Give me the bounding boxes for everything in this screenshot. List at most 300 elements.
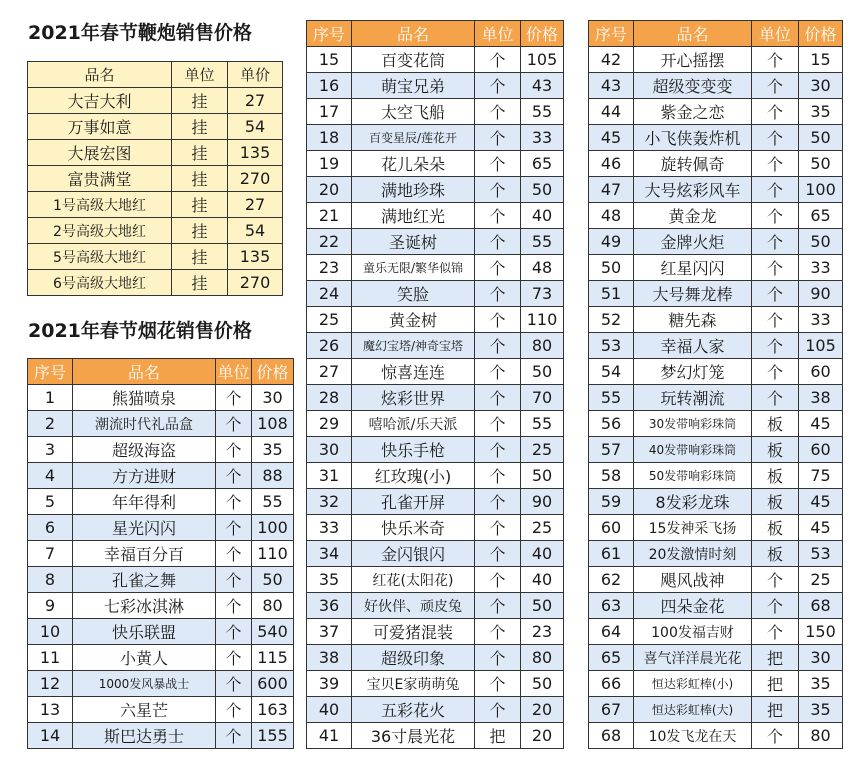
unit-cell: 把 bbox=[752, 645, 799, 671]
unit-cell: 个 bbox=[752, 47, 799, 73]
index-cell: 51 bbox=[589, 281, 634, 307]
item-name-cell: 可爱猪混装 bbox=[352, 619, 475, 645]
table-row bbox=[307, 125, 564, 151]
table-row bbox=[307, 515, 564, 541]
item-name-cell: 幸福百分百 bbox=[73, 541, 216, 567]
price-cell: 48 bbox=[521, 255, 564, 281]
table-header-row bbox=[307, 21, 564, 47]
price-cell: 55 bbox=[521, 99, 564, 125]
unit-cell: 个 bbox=[475, 281, 521, 307]
price-cell: 33 bbox=[799, 255, 843, 281]
table-row bbox=[589, 671, 843, 697]
price-cell: 105 bbox=[521, 47, 564, 73]
price-cell: 115 bbox=[252, 645, 294, 671]
table-row bbox=[589, 385, 843, 411]
header-price: 价格 bbox=[799, 21, 843, 47]
unit-cell: 个 bbox=[475, 619, 521, 645]
unit-cell: 个 bbox=[752, 203, 799, 229]
price-cell: 40 bbox=[521, 541, 564, 567]
unit-cell: 个 bbox=[216, 463, 252, 489]
price-cell: 50 bbox=[521, 359, 564, 385]
table-row bbox=[28, 166, 283, 192]
price-cell: 155 bbox=[252, 723, 294, 749]
index-cell: 27 bbox=[307, 359, 352, 385]
index-cell: 11 bbox=[28, 645, 73, 671]
price-cell: 88 bbox=[252, 463, 294, 489]
price-cell: 45 bbox=[799, 489, 843, 515]
price-cell: 50 bbox=[521, 463, 564, 489]
unit-cell: 板 bbox=[752, 515, 799, 541]
unit-cell: 个 bbox=[216, 541, 252, 567]
index-cell: 8 bbox=[28, 567, 73, 593]
index-cell: 46 bbox=[589, 151, 634, 177]
price-cell: 80 bbox=[521, 645, 564, 671]
unit-cell: 个 bbox=[752, 307, 799, 333]
table-row bbox=[307, 723, 564, 749]
table-row bbox=[28, 140, 283, 166]
table-row bbox=[28, 697, 294, 723]
item-name-cell: 紫金之恋 bbox=[634, 99, 752, 125]
table-row bbox=[307, 73, 564, 99]
table-row bbox=[589, 411, 843, 437]
table-row bbox=[28, 515, 294, 541]
item-name-cell: 2号高级大地红 bbox=[28, 218, 172, 244]
item-name-cell: 萌宝兄弟 bbox=[352, 73, 475, 99]
item-name-cell: 梦幻灯笼 bbox=[634, 359, 752, 385]
unit-cell: 板 bbox=[752, 489, 799, 515]
table-row bbox=[307, 385, 564, 411]
table-row bbox=[28, 671, 294, 697]
price-cell: 80 bbox=[799, 723, 843, 749]
unit-cell: 个 bbox=[475, 515, 521, 541]
price-cell: 50 bbox=[252, 567, 294, 593]
table-row bbox=[307, 645, 564, 671]
item-name-cell: 20发激情时刻 bbox=[634, 541, 752, 567]
unit-cell: 个 bbox=[216, 619, 252, 645]
unit-cell: 个 bbox=[475, 541, 521, 567]
index-cell: 13 bbox=[28, 697, 73, 723]
price-cell: 35 bbox=[252, 437, 294, 463]
index-cell: 6 bbox=[28, 515, 73, 541]
price-cell: 50 bbox=[799, 151, 843, 177]
unit-cell: 挂 bbox=[172, 166, 228, 192]
index-cell: 28 bbox=[307, 385, 352, 411]
unit-cell: 个 bbox=[752, 255, 799, 281]
index-cell: 35 bbox=[307, 567, 352, 593]
price-cell: 65 bbox=[799, 203, 843, 229]
price-cell: 43 bbox=[521, 73, 564, 99]
price-cell: 50 bbox=[799, 125, 843, 151]
index-cell: 47 bbox=[589, 177, 634, 203]
price-cell: 40 bbox=[521, 567, 564, 593]
item-name-cell: 孔雀之舞 bbox=[73, 567, 216, 593]
unit-cell: 个 bbox=[216, 593, 252, 619]
table-row bbox=[589, 359, 843, 385]
unit-cell: 个 bbox=[752, 281, 799, 307]
index-cell: 25 bbox=[307, 307, 352, 333]
price-cell: 60 bbox=[799, 437, 843, 463]
item-name-cell: 惊喜连连 bbox=[352, 359, 475, 385]
item-name-cell: 百变花筒 bbox=[352, 47, 475, 73]
price-cell: 55 bbox=[521, 411, 564, 437]
unit-cell: 个 bbox=[752, 593, 799, 619]
table-row bbox=[589, 697, 843, 723]
item-name-cell: 斯巴达勇士 bbox=[73, 723, 216, 749]
index-cell: 68 bbox=[589, 723, 634, 749]
unit-cell: 个 bbox=[475, 593, 521, 619]
item-name-cell: 5号高级大地红 bbox=[28, 244, 172, 270]
header-index: 序号 bbox=[28, 359, 73, 385]
index-cell: 7 bbox=[28, 541, 73, 567]
unit-cell: 个 bbox=[475, 463, 521, 489]
price-cell: 35 bbox=[799, 671, 843, 697]
price-cell: 55 bbox=[521, 229, 564, 255]
item-name-cell: 30发带响彩珠筒 bbox=[634, 411, 752, 437]
item-name-cell: 圣诞树 bbox=[352, 229, 475, 255]
unit-cell: 个 bbox=[475, 385, 521, 411]
table-row bbox=[307, 697, 564, 723]
item-name-cell: 大号炫彩风车 bbox=[634, 177, 752, 203]
price-cell: 135 bbox=[228, 140, 283, 166]
price-cell: 270 bbox=[228, 166, 283, 192]
price-cell: 50 bbox=[521, 671, 564, 697]
header-unit: 单位 bbox=[752, 21, 799, 47]
table-row bbox=[589, 151, 843, 177]
price-cell: 75 bbox=[799, 463, 843, 489]
item-name-cell: 恒达彩虹棒(大) bbox=[634, 697, 752, 723]
table-row bbox=[589, 73, 843, 99]
unit-cell: 个 bbox=[752, 151, 799, 177]
price-cell: 40 bbox=[521, 203, 564, 229]
header-unit: 单位 bbox=[475, 21, 521, 47]
firework-table-1 bbox=[27, 358, 294, 749]
index-cell: 43 bbox=[589, 73, 634, 99]
item-name-cell: 恒达彩虹棒(小) bbox=[634, 671, 752, 697]
table-row bbox=[307, 281, 564, 307]
item-name-cell: 红玫瑰(小) bbox=[352, 463, 475, 489]
item-name-cell: 40发带响彩珠筒 bbox=[634, 437, 752, 463]
unit-cell: 把 bbox=[475, 723, 521, 749]
table-header-row bbox=[28, 62, 283, 88]
price-cell: 110 bbox=[252, 541, 294, 567]
item-name-cell: 方方进财 bbox=[73, 463, 216, 489]
index-cell: 37 bbox=[307, 619, 352, 645]
price-cell: 30 bbox=[799, 645, 843, 671]
price-cell: 90 bbox=[521, 489, 564, 515]
index-cell: 62 bbox=[589, 567, 634, 593]
price-cell: 600 bbox=[252, 671, 294, 697]
unit-cell: 个 bbox=[752, 333, 799, 359]
unit-cell: 个 bbox=[475, 697, 521, 723]
table-row bbox=[28, 244, 283, 270]
index-cell: 67 bbox=[589, 697, 634, 723]
header-unit: 单位 bbox=[172, 62, 228, 88]
index-cell: 34 bbox=[307, 541, 352, 567]
item-name-cell: 飓风战神 bbox=[634, 567, 752, 593]
price-cell: 53 bbox=[799, 541, 843, 567]
price-cell: 50 bbox=[521, 593, 564, 619]
header-name: 品名 bbox=[634, 21, 752, 47]
item-name-cell: 喜气洋洋晨光花 bbox=[634, 645, 752, 671]
index-cell: 26 bbox=[307, 333, 352, 359]
item-name-cell: 花儿朵朵 bbox=[352, 151, 475, 177]
price-cell: 33 bbox=[521, 125, 564, 151]
item-name-cell: 黄金树 bbox=[352, 307, 475, 333]
table-row bbox=[307, 411, 564, 437]
unit-cell: 个 bbox=[475, 229, 521, 255]
unit-cell: 个 bbox=[216, 567, 252, 593]
price-cell: 80 bbox=[521, 333, 564, 359]
header-price: 价格 bbox=[521, 21, 564, 47]
item-name-cell: 星光闪闪 bbox=[73, 515, 216, 541]
table-row bbox=[307, 359, 564, 385]
price-cell: 23 bbox=[521, 619, 564, 645]
unit-cell: 板 bbox=[752, 463, 799, 489]
item-name-cell: 旋转佩奇 bbox=[634, 151, 752, 177]
table-row bbox=[589, 333, 843, 359]
index-cell: 55 bbox=[589, 385, 634, 411]
item-name-cell: 满地红光 bbox=[352, 203, 475, 229]
unit-cell: 挂 bbox=[172, 218, 228, 244]
item-name-cell: 四朵金花 bbox=[634, 593, 752, 619]
index-cell: 42 bbox=[589, 47, 634, 73]
price-cell: 90 bbox=[799, 281, 843, 307]
index-cell: 41 bbox=[307, 723, 352, 749]
index-cell: 38 bbox=[307, 645, 352, 671]
header-name: 品名 bbox=[352, 21, 475, 47]
price-cell: 70 bbox=[521, 385, 564, 411]
index-cell: 5 bbox=[28, 489, 73, 515]
unit-cell: 个 bbox=[752, 385, 799, 411]
index-cell: 44 bbox=[589, 99, 634, 125]
table-row bbox=[307, 463, 564, 489]
price-cell: 68 bbox=[799, 593, 843, 619]
table-row bbox=[307, 489, 564, 515]
unit-cell: 个 bbox=[475, 99, 521, 125]
unit-cell: 个 bbox=[752, 73, 799, 99]
item-name-cell: 50发带响彩珠筒 bbox=[634, 463, 752, 489]
unit-cell: 个 bbox=[475, 73, 521, 99]
unit-cell: 个 bbox=[216, 723, 252, 749]
index-cell: 52 bbox=[589, 307, 634, 333]
price-cell: 100 bbox=[799, 177, 843, 203]
unit-cell: 个 bbox=[475, 359, 521, 385]
unit-cell: 个 bbox=[752, 359, 799, 385]
table-row bbox=[589, 437, 843, 463]
unit-cell: 个 bbox=[475, 203, 521, 229]
item-name-cell: 潮流时代礼品盒 bbox=[73, 411, 216, 437]
table-row bbox=[28, 567, 294, 593]
header-unit: 单位 bbox=[216, 359, 252, 385]
price-cell: 27 bbox=[228, 192, 283, 218]
index-cell: 12 bbox=[28, 671, 73, 697]
firework-table-2 bbox=[306, 20, 564, 749]
unit-cell: 个 bbox=[475, 151, 521, 177]
price-cell: 108 bbox=[252, 411, 294, 437]
header-name: 品名 bbox=[73, 359, 216, 385]
index-cell: 33 bbox=[307, 515, 352, 541]
table-row bbox=[589, 541, 843, 567]
index-cell: 16 bbox=[307, 73, 352, 99]
header-index: 序号 bbox=[307, 21, 352, 47]
index-cell: 59 bbox=[589, 489, 634, 515]
item-name-cell: 超级海盗 bbox=[73, 437, 216, 463]
price-cell: 30 bbox=[252, 385, 294, 411]
table-row bbox=[307, 47, 564, 73]
table-row bbox=[307, 619, 564, 645]
item-name-cell: 六星芒 bbox=[73, 697, 216, 723]
item-name-cell: 太空飞船 bbox=[352, 99, 475, 125]
price-cell: 150 bbox=[799, 619, 843, 645]
unit-cell: 挂 bbox=[172, 140, 228, 166]
table-row bbox=[28, 723, 294, 749]
index-cell: 49 bbox=[589, 229, 634, 255]
unit-cell: 个 bbox=[752, 229, 799, 255]
item-name-cell: 玩转潮流 bbox=[634, 385, 752, 411]
unit-cell: 把 bbox=[752, 697, 799, 723]
index-cell: 14 bbox=[28, 723, 73, 749]
table-row bbox=[307, 333, 564, 359]
price-cell: 73 bbox=[521, 281, 564, 307]
unit-cell: 个 bbox=[475, 437, 521, 463]
table-row bbox=[28, 541, 294, 567]
header-name: 品名 bbox=[28, 62, 172, 88]
index-cell: 36 bbox=[307, 593, 352, 619]
unit-cell: 个 bbox=[216, 437, 252, 463]
firecracker-table bbox=[27, 61, 283, 296]
unit-cell: 个 bbox=[216, 645, 252, 671]
unit-cell: 个 bbox=[216, 697, 252, 723]
table-row bbox=[589, 281, 843, 307]
item-name-cell: 熊猫喷泉 bbox=[73, 385, 216, 411]
unit-cell: 个 bbox=[475, 255, 521, 281]
item-name-cell: 魔幻宝塔/神奇宝塔 bbox=[352, 333, 475, 359]
item-name-cell: 开心摇摆 bbox=[634, 47, 752, 73]
item-name-cell: 小飞侠轰炸机 bbox=[634, 125, 752, 151]
unit-cell: 个 bbox=[475, 333, 521, 359]
firework-title: 2021年春节烟花销售价格 bbox=[28, 320, 252, 342]
unit-cell: 个 bbox=[475, 489, 521, 515]
item-name-cell: 宝贝E家萌萌兔 bbox=[352, 671, 475, 697]
table-header-row bbox=[589, 21, 843, 47]
item-name-cell: 超级印象 bbox=[352, 645, 475, 671]
item-name-cell: 1号高级大地红 bbox=[28, 192, 172, 218]
index-cell: 40 bbox=[307, 697, 352, 723]
price-cell: 540 bbox=[252, 619, 294, 645]
price-cell: 105 bbox=[799, 333, 843, 359]
price-cell: 50 bbox=[799, 229, 843, 255]
table-row bbox=[589, 463, 843, 489]
item-name-cell: 好伙伴、顽皮兔 bbox=[352, 593, 475, 619]
index-cell: 19 bbox=[307, 151, 352, 177]
unit-cell: 挂 bbox=[172, 88, 228, 114]
table-row bbox=[28, 270, 283, 296]
index-cell: 60 bbox=[589, 515, 634, 541]
unit-cell: 个 bbox=[216, 515, 252, 541]
unit-cell: 个 bbox=[475, 307, 521, 333]
item-name-cell: 8发彩龙珠 bbox=[634, 489, 752, 515]
unit-cell: 个 bbox=[216, 489, 252, 515]
index-cell: 20 bbox=[307, 177, 352, 203]
price-cell: 15 bbox=[799, 47, 843, 73]
index-cell: 58 bbox=[589, 463, 634, 489]
index-cell: 61 bbox=[589, 541, 634, 567]
item-name-cell: 笑脸 bbox=[352, 281, 475, 307]
item-name-cell: 大展宏图 bbox=[28, 140, 172, 166]
index-cell: 18 bbox=[307, 125, 352, 151]
index-cell: 65 bbox=[589, 645, 634, 671]
table-row bbox=[307, 437, 564, 463]
table-row bbox=[589, 619, 843, 645]
table-row bbox=[28, 192, 283, 218]
item-name-cell: 满地珍珠 bbox=[352, 177, 475, 203]
table-row bbox=[307, 203, 564, 229]
item-name-cell: 富贵满堂 bbox=[28, 166, 172, 192]
unit-cell: 个 bbox=[216, 411, 252, 437]
unit-cell: 挂 bbox=[172, 114, 228, 140]
item-name-cell: 快乐联盟 bbox=[73, 619, 216, 645]
item-name-cell: 黄金龙 bbox=[634, 203, 752, 229]
index-cell: 64 bbox=[589, 619, 634, 645]
index-cell: 53 bbox=[589, 333, 634, 359]
item-name-cell: 15发神采飞扬 bbox=[634, 515, 752, 541]
table-row bbox=[28, 385, 294, 411]
item-name-cell: 万事如意 bbox=[28, 114, 172, 140]
item-name-cell: 快乐手枪 bbox=[352, 437, 475, 463]
table-row bbox=[589, 489, 843, 515]
price-cell: 100 bbox=[252, 515, 294, 541]
item-name-cell: 超级变变变 bbox=[634, 73, 752, 99]
table-row bbox=[307, 255, 564, 281]
item-name-cell: 炫彩世界 bbox=[352, 385, 475, 411]
item-name-cell: 年年得利 bbox=[73, 489, 216, 515]
table-row bbox=[589, 99, 843, 125]
item-name-cell: 大吉大利 bbox=[28, 88, 172, 114]
price-cell: 38 bbox=[799, 385, 843, 411]
price-cell: 110 bbox=[521, 307, 564, 333]
unit-cell: 个 bbox=[216, 385, 252, 411]
index-cell: 21 bbox=[307, 203, 352, 229]
item-name-cell: 嘻哈派/乐天派 bbox=[352, 411, 475, 437]
price-cell: 65 bbox=[521, 151, 564, 177]
price-cell: 35 bbox=[799, 697, 843, 723]
table-row bbox=[307, 151, 564, 177]
index-cell: 15 bbox=[307, 47, 352, 73]
table-row bbox=[307, 99, 564, 125]
table-row bbox=[28, 437, 294, 463]
table-row bbox=[589, 567, 843, 593]
price-cell: 50 bbox=[521, 177, 564, 203]
index-cell: 32 bbox=[307, 489, 352, 515]
item-name-cell: 五彩花火 bbox=[352, 697, 475, 723]
item-name-cell: 七彩冰淇淋 bbox=[73, 593, 216, 619]
table-row bbox=[28, 114, 283, 140]
table-row bbox=[589, 723, 843, 749]
item-name-cell: 小黄人 bbox=[73, 645, 216, 671]
header-price: 单价 bbox=[228, 62, 283, 88]
table-row bbox=[28, 593, 294, 619]
unit-cell: 个 bbox=[475, 645, 521, 671]
unit-cell: 挂 bbox=[172, 244, 228, 270]
index-cell: 39 bbox=[307, 671, 352, 697]
item-name-cell: 童乐无限/繁华似锦 bbox=[352, 255, 475, 281]
index-cell: 23 bbox=[307, 255, 352, 281]
header-index: 序号 bbox=[589, 21, 634, 47]
table-row bbox=[28, 88, 283, 114]
unit-cell: 个 bbox=[752, 125, 799, 151]
index-cell: 3 bbox=[28, 437, 73, 463]
table-row bbox=[589, 593, 843, 619]
